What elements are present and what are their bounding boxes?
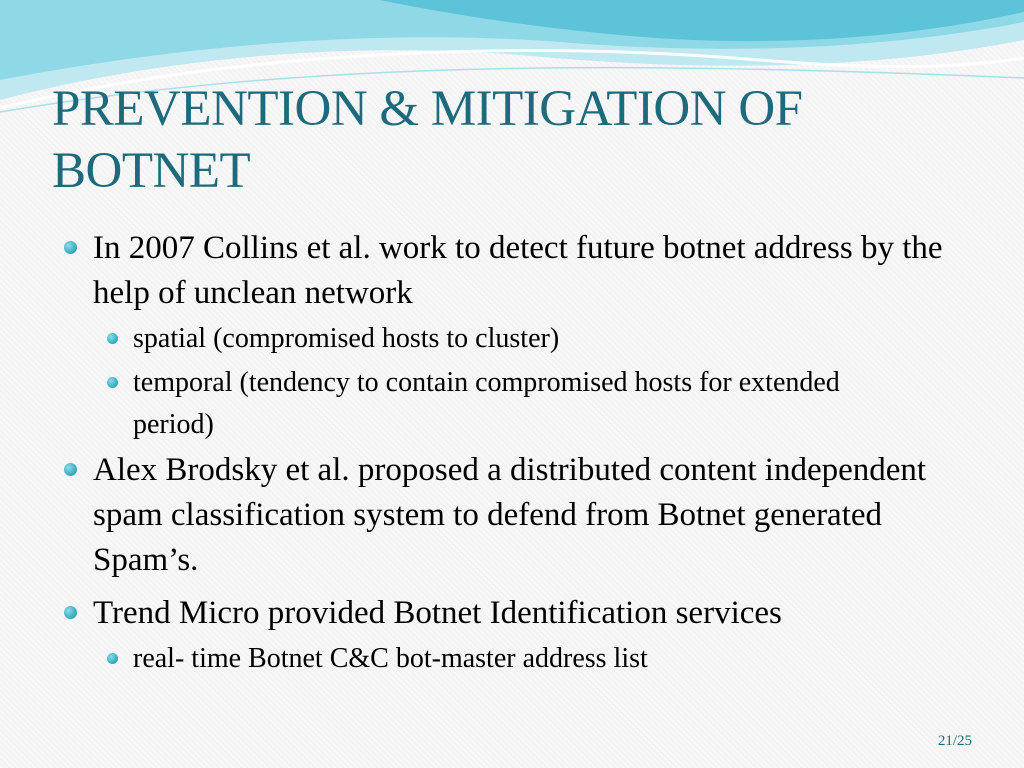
bullet-icon	[107, 333, 118, 344]
sub-bullet-item	[0, 318, 1024, 360]
bullet-text: Alex Brodsky et al. proposed a distributed content independent spam classification system to defend from Botnet generated Spam’s.	[93, 452, 927, 578]
bullet-item	[0, 591, 1024, 636]
bullet-icon	[64, 241, 77, 254]
sub-bullet-text: temporal (tendency to contain compromised hosts for extended period)	[133, 367, 840, 440]
sub-bullet-item	[0, 362, 1024, 446]
bullet-item	[0, 448, 1024, 583]
bullet-icon	[64, 606, 77, 619]
sub-bullet-text: real- time Botnet C&C bot-master address list	[133, 643, 648, 674]
sub-bullet-item	[0, 638, 1024, 680]
sub-bullet-text: spatial (compromised hosts to cluster)	[133, 323, 560, 354]
bullet-text: In 2007 Collins et al. work to detect future botnet address by the help of unclean network	[93, 230, 943, 311]
slide-title: PREVENTION & MITIGATION OF BOTNET	[52, 81, 803, 199]
bullet-item	[0, 226, 1024, 316]
page-number: 21/25	[937, 733, 972, 749]
bullet-list	[0, 226, 1024, 680]
bullet-icon	[64, 463, 77, 476]
bullet-text: Trend Micro provided Botnet Identification services	[93, 595, 782, 631]
bullet-icon	[107, 653, 118, 664]
bullet-icon	[107, 377, 118, 388]
